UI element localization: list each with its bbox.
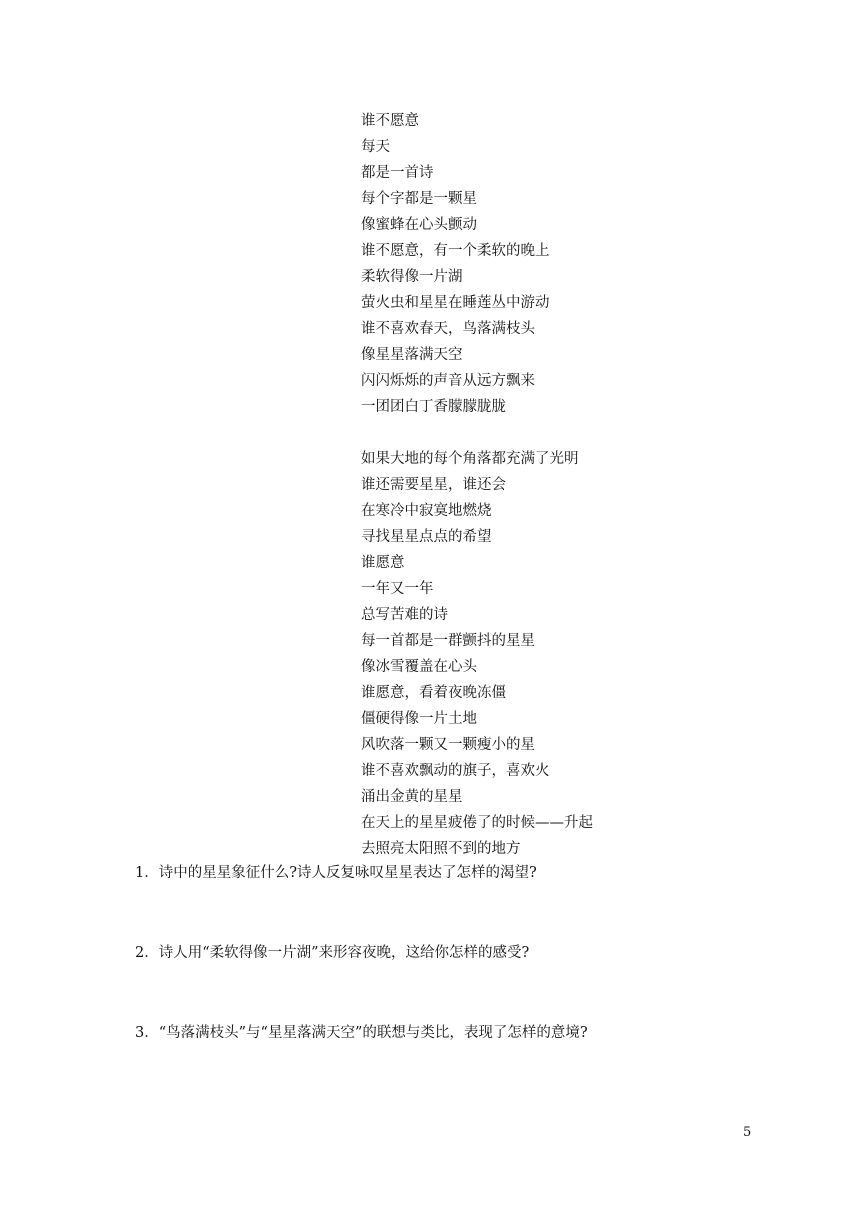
- poem-stanza-1: [361, 108, 781, 420]
- poem-line: 像冰雪覆盖在心头: [361, 659, 477, 675]
- poem-line: 僵硬得像一片土地: [361, 711, 477, 727]
- poem-line: 风吹落一颗又一颗瘦小的星: [361, 737, 535, 753]
- poem-line: 每一首都是一群颤抖的星星: [361, 633, 535, 649]
- page-number: 5: [743, 1125, 752, 1140]
- question-3: 3．“鸟落满枝头”与“星星落满天空”的联想与类比，表现了怎样的意境?: [135, 1025, 588, 1041]
- poem-line: 总写苦难的诗: [361, 607, 448, 623]
- poem-line: 谁不喜欢飘动的旗子，喜欢火: [361, 763, 550, 779]
- poem-line: 去照亮太阳照不到的地方: [361, 841, 521, 857]
- questions-section: [135, 860, 785, 1046]
- poem-line: 如果大地的每个角落都充满了光明: [361, 451, 579, 467]
- poem-stanza-2: [361, 446, 781, 862]
- poem-line: 谁不喜欢春天，鸟落满枝头: [361, 321, 535, 337]
- poem-line: 在寒冷中寂寞地燃烧: [361, 503, 492, 519]
- poem-line: 柔软得像一片湖: [361, 269, 463, 285]
- poem-line: 像星星落满天空: [361, 347, 463, 363]
- poem-line: 每个字都是一颗星: [361, 191, 477, 207]
- poem-line: 谁愿意: [361, 555, 405, 571]
- poem-line: 谁还需要星星，谁还会: [361, 477, 506, 493]
- poem-line: 谁不愿意，有一个柔软的晚上: [361, 243, 550, 259]
- poem: [361, 108, 781, 862]
- poem-line: 一团团白丁香朦朦胧胧: [361, 399, 506, 415]
- poem-line: 寻找星星点点的希望: [361, 529, 492, 545]
- poem-line: 一年又一年: [361, 581, 434, 597]
- poem-line: 谁不愿意: [361, 113, 419, 129]
- question-2: 2．诗人用“柔软得像一片湖”来形容夜晚，这给你怎样的感受?: [135, 945, 530, 961]
- poem-line: 闪闪烁烁的声音从远方飘来: [361, 373, 535, 389]
- poem-line: 谁愿意，看着夜晚冻僵: [361, 685, 506, 701]
- poem-line: 像蜜蜂在心头颤动: [361, 217, 477, 233]
- question-1: 1．诗中的星星象征什么?诗人反复咏叹星星表达了怎样的渴望?: [135, 865, 537, 881]
- poem-line: 都是一首诗: [361, 165, 434, 181]
- poem-line: 涌出金黄的星星: [361, 789, 463, 805]
- poem-line: 萤火虫和星星在睡莲丛中游动: [361, 295, 550, 311]
- poem-line: 每天: [361, 139, 390, 155]
- poem-line: 在天上的星星疲倦了的时候——升起: [361, 815, 593, 831]
